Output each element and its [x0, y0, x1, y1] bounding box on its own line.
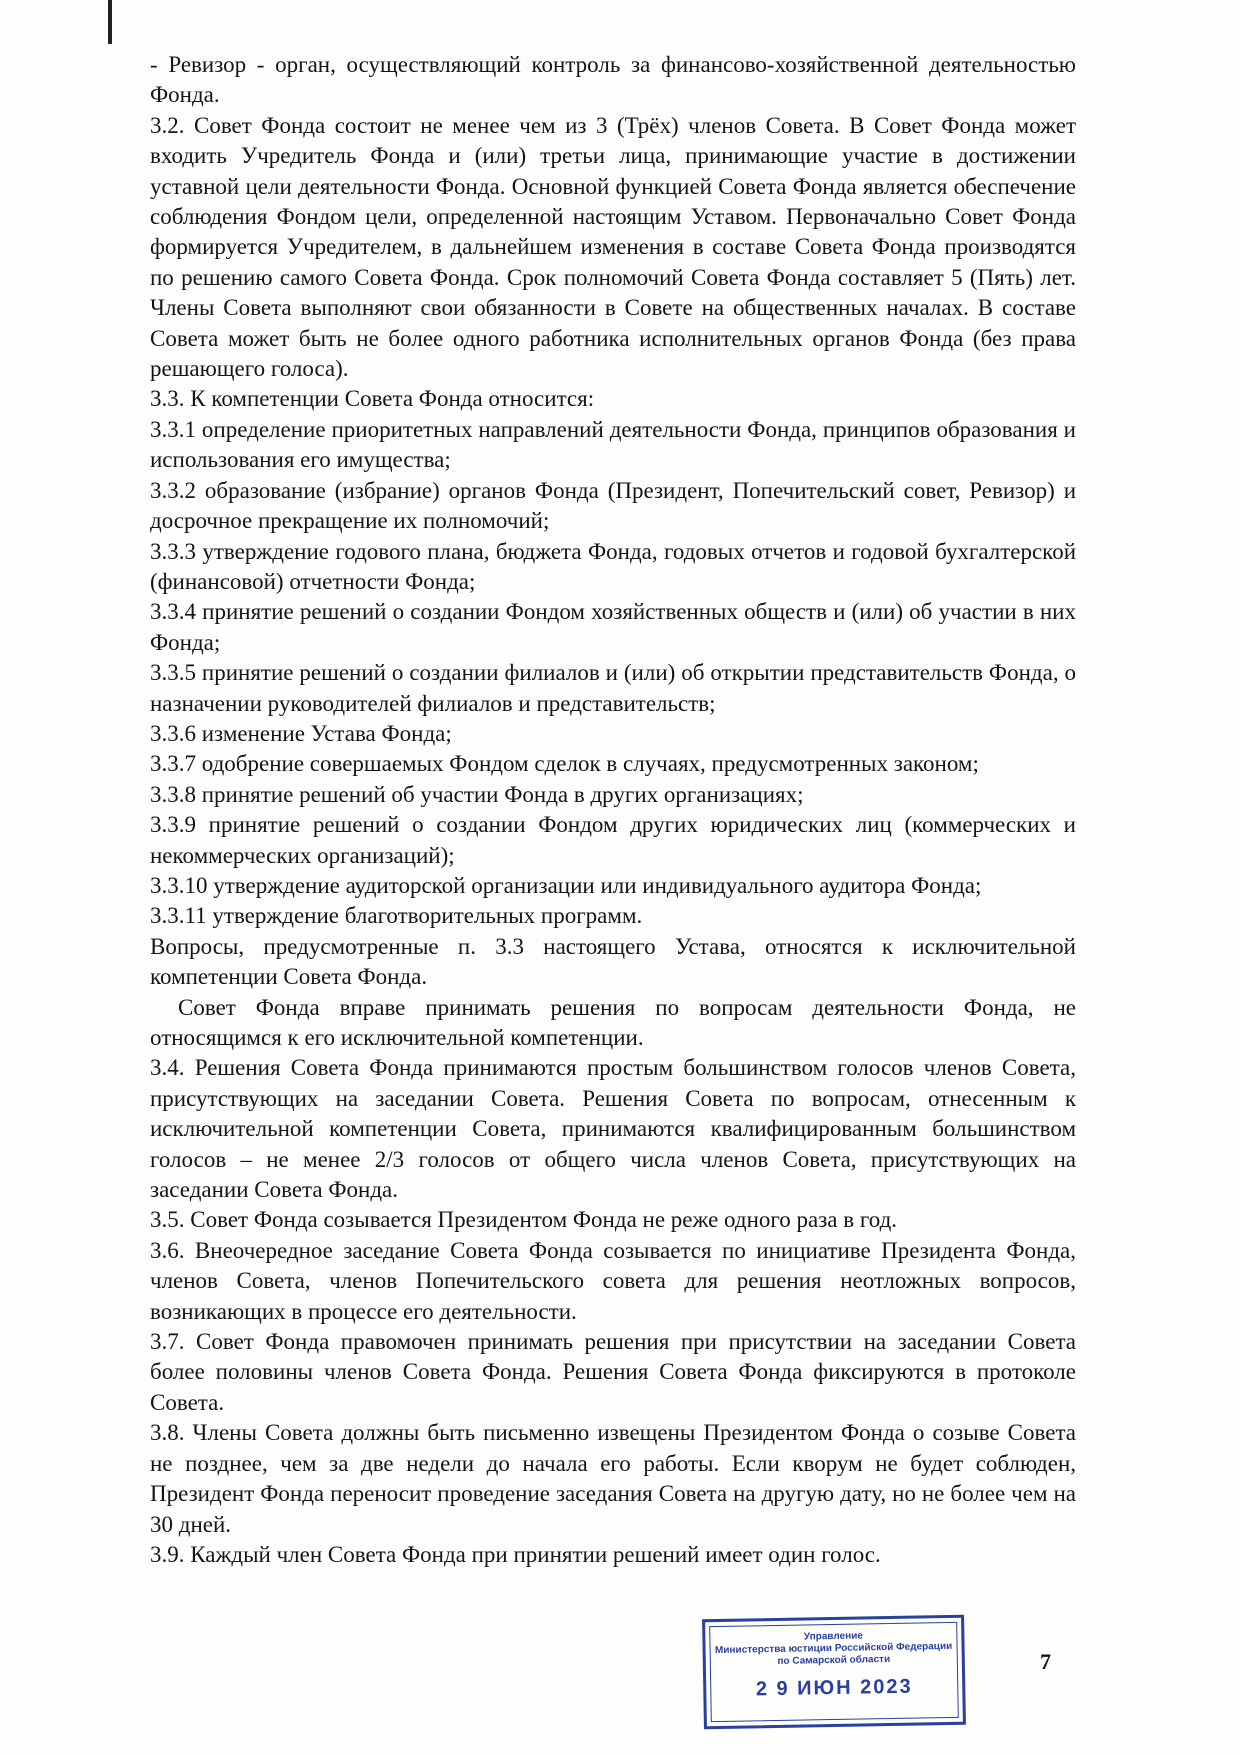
page-number: 7 — [1040, 1649, 1051, 1674]
paragraph-3-3-2: 3.3.2 образование (избрание) органов Фонда (Президент, Попечительский совет, Ревизор) и досрочное прекращение их полномочий; — [150, 477, 1076, 534]
paragraph-3-9: 3.9. Каждый член Совета Фонда при принятии решений имеет один голос. — [150, 1541, 881, 1567]
paragraph-3-7: 3.7. Совет Фонда правомочен принимать решения при присутствии на заседании Совета более половины членов Совета Фонда. Решения Совета Фонда фиксируются в протоколе Совета. — [150, 1329, 1076, 1415]
paragraph-3-3-9: 3.3.9 принятие решений о создании Фондом других юридических лиц (коммерческих и некоммерческих организаций); — [150, 812, 1076, 868]
paragraph-non-exclusive: Совет Фонда вправе принимать решения по вопросам деятельности Фонда, не относящимся к его исключительной компетенции. — [150, 994, 1076, 1050]
paragraph-3-3-10: 3.3.10 утверждение аудиторской организации или индивидуального аудитора Фонда; — [150, 872, 982, 898]
paragraph-3-3-11: 3.3.11 утверждение благотворительных программ. — [150, 903, 643, 929]
stamp-date: 2 9 ИЮН 2023 — [755, 1675, 913, 1701]
paragraph-3-3-4: 3.3.4 принятие решений о создании Фондом хозяйственных обществ и (или) об участии в них Фонда; — [150, 599, 1076, 655]
stamp-inner-border — [709, 1622, 959, 1722]
stamp-line-2: Министерства юстиции Российской Федерации — [714, 1640, 953, 1657]
paragraph-3-5: 3.5. Совет Фонда созывается Президентом Фонда не реже одного раза в год. — [150, 1207, 898, 1233]
paragraph-3-2: 3.2. Совет Фонда состоит не менее чем из 3 (Трёх) членов Совета. В Совет Фонда может входить Учредитель Фонда и (или) третьи лица, принимающие участие в достижении уставной цели деятельности Фонда. Основной функцией Совета Фонда является обеспечение соблюдения Фондом цели, определенной настоящим Уставом. Первоначально Совет Фонда формируется Учредителем, в дальнейшем изменения в составе Совета Фонда производятся по решению самого Совета Фонда. Срок полномочий Совета Фонда составляет 5 (Пять) лет. Члены Совета выполняют свои обязанности в Совете на общественных началах. В составе Совета может быть не более одного работника исполнительных органов Фонда (без права решающего голоса). — [150, 112, 1076, 382]
paragraph-3-3-8: 3.3.8 принятие решений об участии Фонда в других организациях; — [150, 781, 804, 807]
paragraph-3-3-1: 3.3.1 определение приоритетных направлений деятельности Фонда, принципов образования и использования его имущества; — [150, 416, 1076, 473]
paragraph-3-8: 3.8. Члены Совета должны быть письменно извещены Президентом Фонда о созыве Совета не позднее, чем за две недели до начала его работы. Если кворум не будет соблюден, Президент Фонда переносит проведение заседания Совета на другую дату, но не более чем на 30 дней. — [150, 1420, 1076, 1537]
paragraph-3-6: 3.6. Внеочередное заседание Совета Фонда созывается по инициативе Президента Фонда, членов Совета, членов Попечительского совета для решения неотложных вопросов, возникающих в процессе его деятельности. — [150, 1237, 1076, 1324]
stamp-line-3: по Самарской области — [777, 1654, 891, 1667]
paragraph-3-3-6: 3.3.6 изменение Устава Фонда; — [150, 720, 452, 746]
registration-stamp — [702, 1615, 966, 1730]
paragraph-3-3: 3.3. К компетенции Совета Фонда относится: — [150, 386, 595, 412]
paragraph-exclusive-competence: Вопросы, предусмотренные п. 3.3 настоящего Устава, относятся к исключительной компетенции Совета Фонда. — [150, 933, 1076, 990]
scan-edge-mark — [108, 0, 112, 44]
paragraph-revizor: - Ревизор - орган, осуществляющий контроль за финансово-хозяйственной деятельностью Фонда. — [150, 52, 1076, 108]
paragraph-3-3-5: 3.3.5 принятие решений о создании филиалов и (или) об открытии представительств Фонда, о назначении руководителей филиалов и представительств; — [150, 660, 1076, 716]
paragraph-3-3-7: 3.3.7 одобрение совершаемых Фондом сделок в случаях, предусмотренных законом; — [150, 751, 979, 777]
paragraph-3-3-3: 3.3.3 утверждение годового плана, бюджета Фонда, годовых отчетов и годовой бухгалтерской (финансовой) отчетности Фонда; — [150, 538, 1076, 594]
paragraph-3-4: 3.4. Решения Совета Фонда принимаются простым большинством голосов членов Совета, присутствующих на заседании Совета. Решения Совета по вопросам, отнесенным к исключительной компетенции Совета, принимаются квалифицированным большинством голосов – не менее 2/3 голосов от общего числа членов Совета, присутствующих на заседании Совета Фонда. — [150, 1055, 1076, 1203]
document-body — [150, 50, 1076, 1570]
stamp-line-1: Управление — [803, 1630, 864, 1643]
